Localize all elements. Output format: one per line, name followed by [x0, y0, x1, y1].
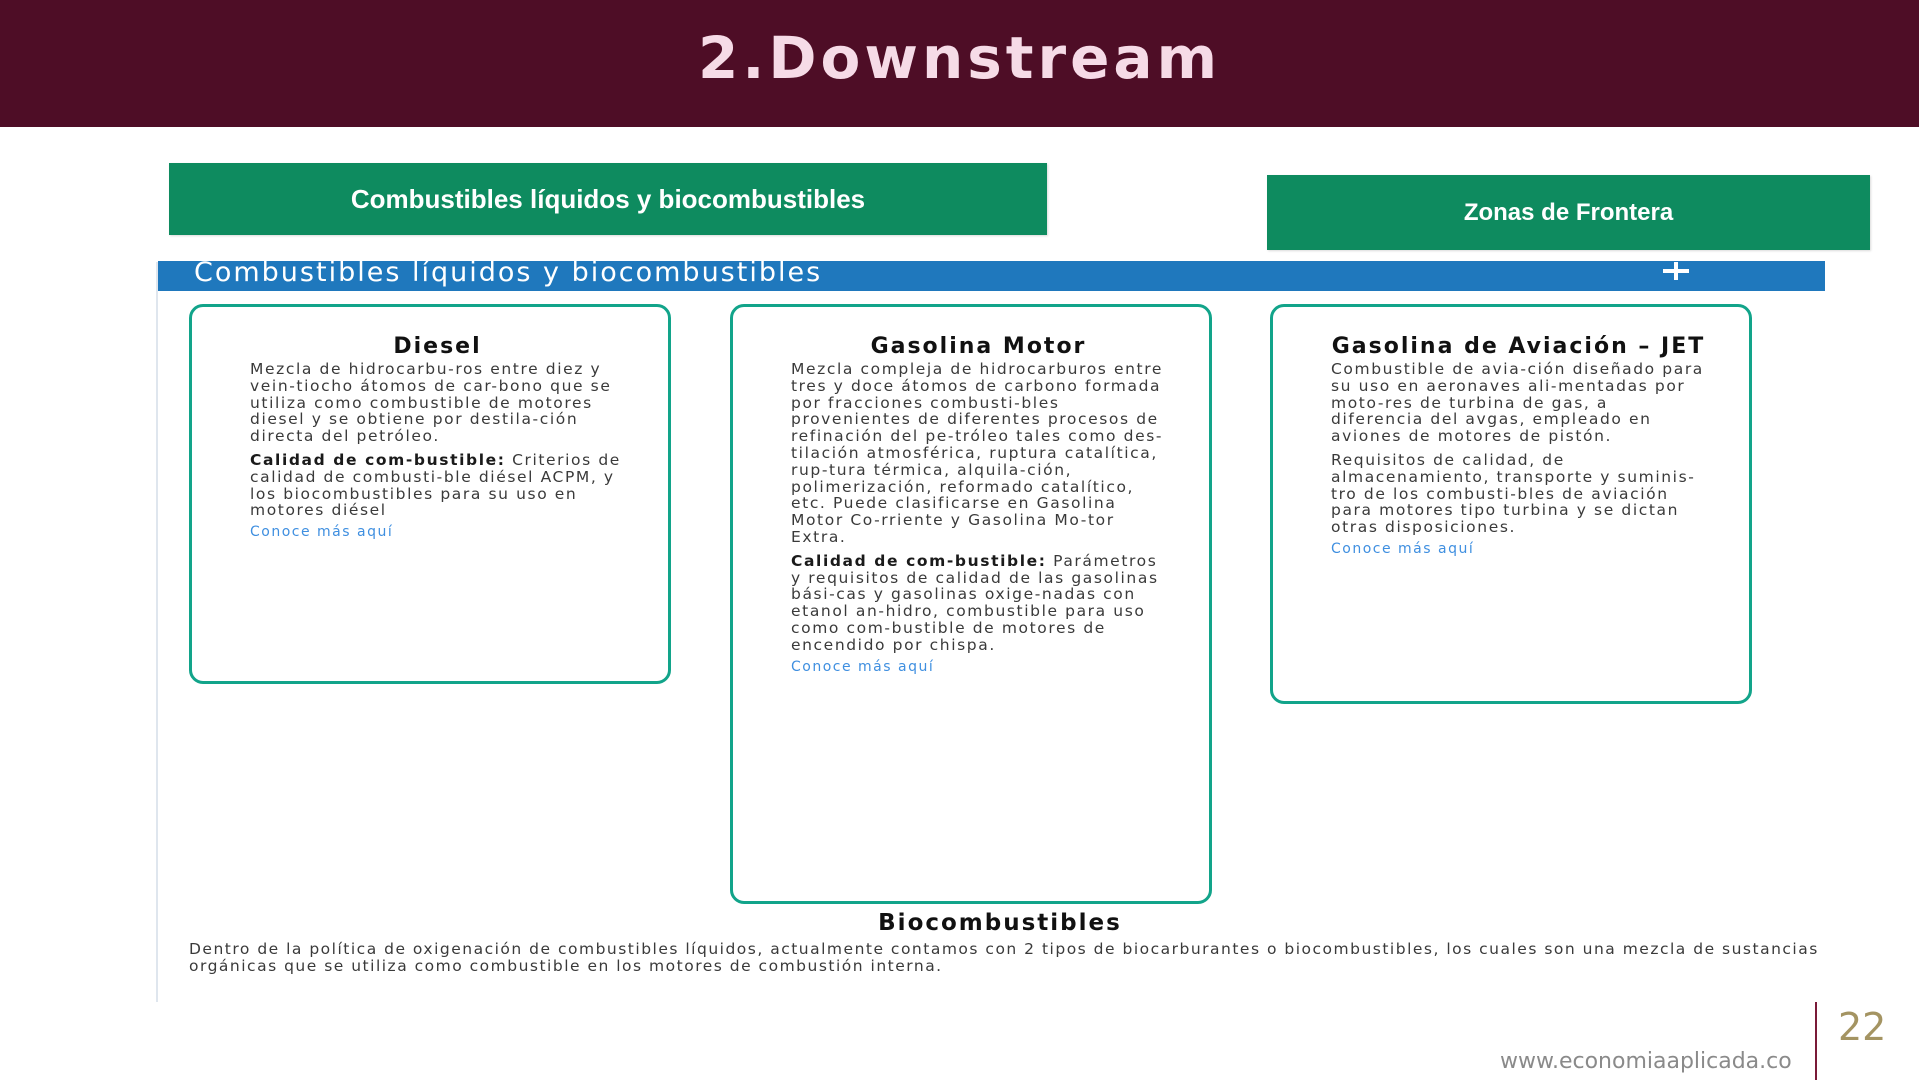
card-description: Combustible de avia-ción diseñado para su uso en aeronaves ali-mentadas por moto-res de turbina de gas, a diferencia del avgas, empleado en aviones de motores de pistón.	[1331, 360, 1704, 446]
card-description: Mezcla de hidrocarbu-ros entre diez y vein-tiocho átomos de car-bono que se utiliza como combustible de motores diesel y se obtiene por destila-ción directa del petróleo.	[250, 360, 612, 446]
card-title: Gasolina de Aviación – JET	[1331, 334, 1706, 359]
quality-text: Parámetros y requisitos de calidad de las gasolinas bási-cas y gasolinas oxige-nadas con etanol an-hidro, combustible para uso como com-bustible de motores de encendido por chispa.	[791, 551, 1159, 654]
quality-text: Criterios de calidad de combusti-ble diésel ACPM, y los biocombustibles para su uso en motores diésel	[250, 450, 621, 520]
footer-divider	[1815, 1002, 1817, 1080]
biocombustibles-text: Dentro de la política de oxigenación de combustibles líquidos, actualmente contamos con 2 tipos de biocarburantes o biocombustibles, los cuales son una mezcla de sustancias orgánicas que se utiliza como combustible en los motores de combustión interna.	[189, 940, 1819, 975]
tab-combustibles-liquidos[interactable]: Combustibles líquidos y biocombustibles	[169, 163, 1047, 235]
tab-zonas-de-frontera[interactable]: Zonas de Frontera	[1267, 175, 1870, 250]
header-bar	[0, 0, 1919, 127]
card-description: Mezcla compleja de hidrocarburos entre tres y doce átomos de carbono formada por fracciones combusti-bles provenientes de diferentes procesos de refinación del pe-tróleo tales como des-tilación atmosférica, ruptura catalítica, rup-tura térmica, alquila-ción, polimerización, reformado catalítico, etc. Puede clasificarse en Gasolina Motor Co-rriente y Gasolina Mo-tor Extra.	[791, 360, 1164, 546]
quality-label: Calidad de com-bustible:	[791, 551, 1047, 570]
card-title: Diesel	[393, 334, 482, 359]
learn-more-link[interactable]: Conoce más aquí	[791, 658, 935, 675]
biocombustibles-heading: Biocombustibles	[878, 910, 1122, 936]
card-diesel	[189, 304, 671, 684]
accordion-header-label: Combustibles líquidos y biocombustibles	[194, 257, 823, 288]
accordion-header[interactable]	[158, 257, 1825, 291]
page-title: 2.Downstream	[697, 24, 1222, 92]
website-url: www.economiaaplicada.co	[1500, 1049, 1792, 1074]
learn-more-link[interactable]: Conoce más aquí	[250, 524, 394, 541]
card-title: Gasolina Motor	[870, 334, 1087, 359]
card-quality-paragraph	[250, 452, 625, 519]
card-gasolina-motor	[730, 304, 1212, 904]
page-number: 22	[1838, 1005, 1887, 1049]
quality-label: Calidad de com-bustible:	[250, 450, 506, 469]
card-requirements-paragraph: Requisitos de calidad, de almacenamiento, transporte y suminis-tro de los combusti-bles de aviación para motores tipo turbina y se dictan otras disposiciones.	[1331, 450, 1696, 537]
card-quality-paragraph	[791, 553, 1166, 654]
content-left-border	[156, 262, 158, 1002]
learn-more-link[interactable]: Conoce más aquí	[1331, 540, 1475, 557]
card-gasolina-aviacion-jet	[1270, 304, 1752, 704]
plus-icon[interactable]	[1661, 261, 1691, 281]
